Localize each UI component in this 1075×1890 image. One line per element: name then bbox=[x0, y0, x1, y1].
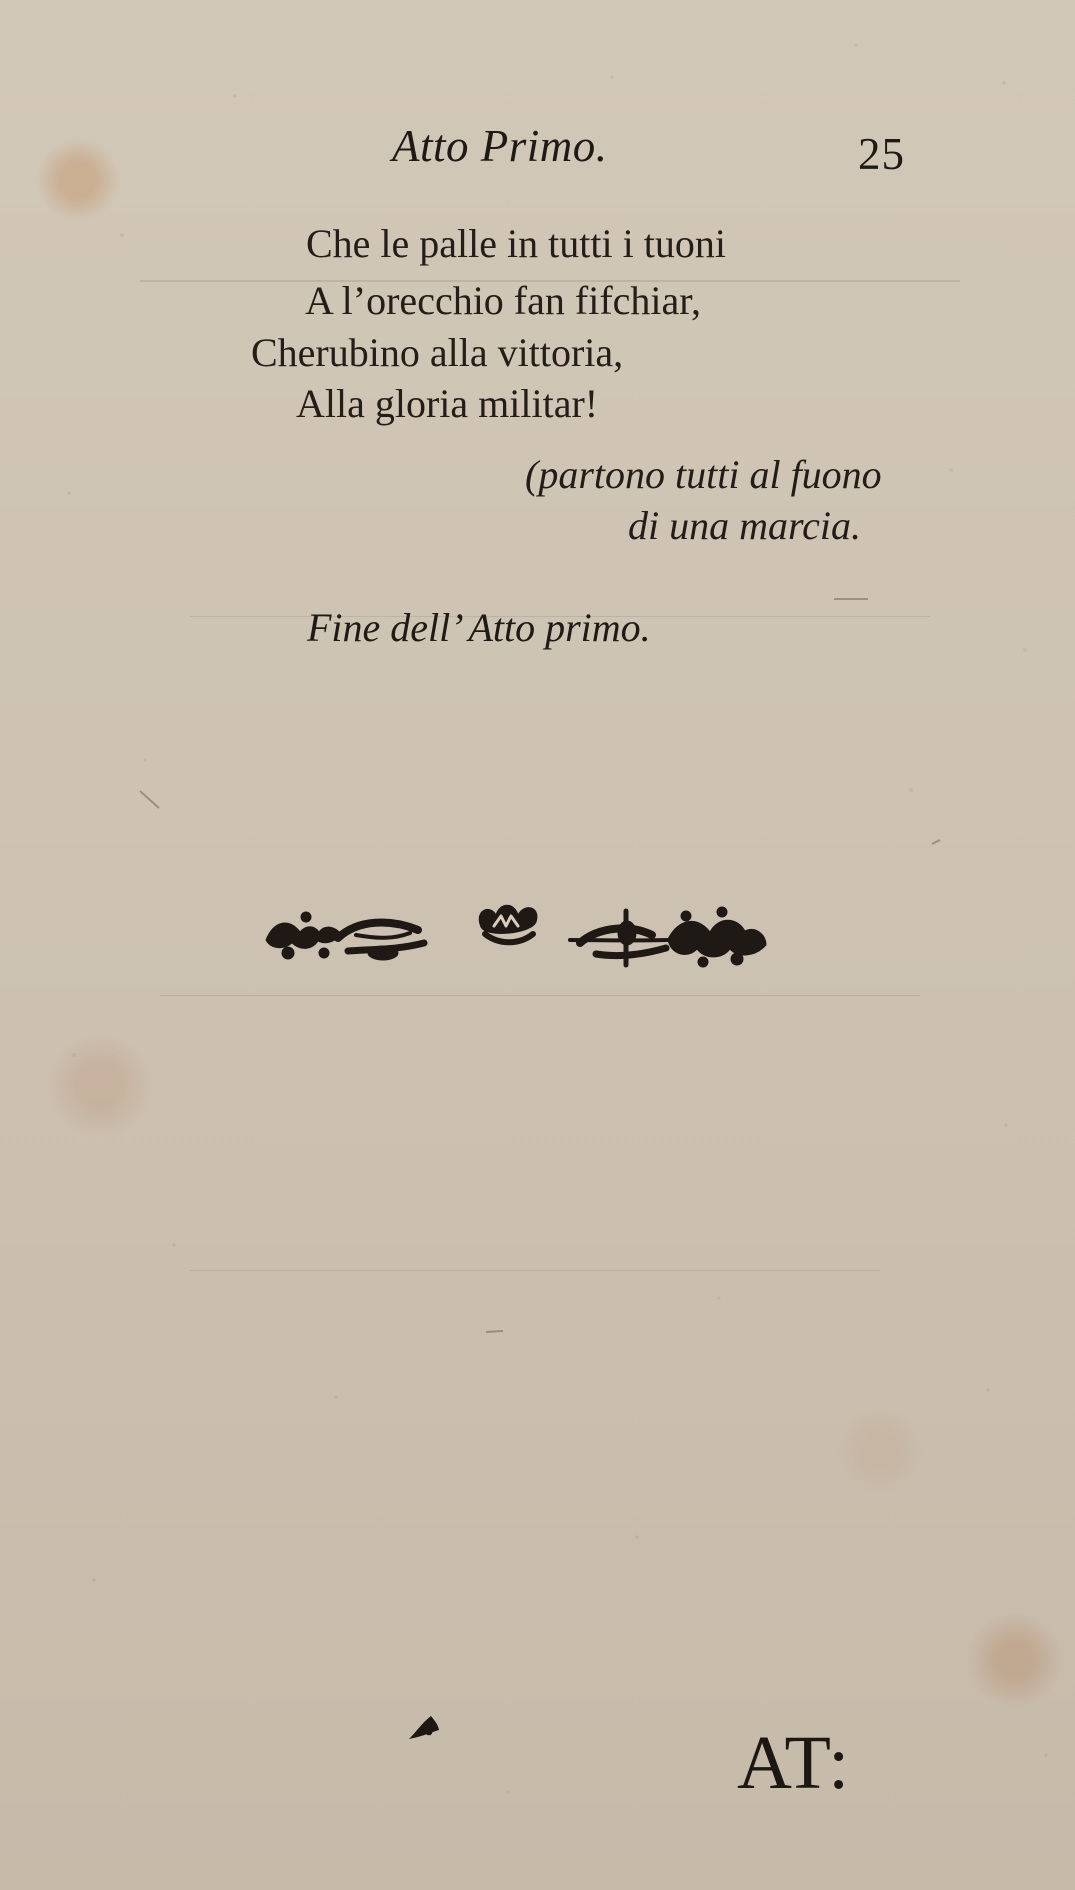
printer-mark-icon bbox=[405, 1708, 445, 1748]
stage-direction-line: (partono tutti al fuono bbox=[525, 452, 882, 497]
page-number: 25 bbox=[858, 129, 905, 179]
catchword: AT: bbox=[737, 1721, 851, 1805]
running-head: Atto Primo. bbox=[392, 121, 608, 171]
printer-ornament-icon bbox=[256, 895, 781, 985]
verse-line: Che le palle in tutti i tuoni bbox=[306, 221, 726, 266]
stage-direction-line: di una marcia. bbox=[628, 503, 861, 548]
verse-line: Alla gloria militar! bbox=[296, 381, 599, 426]
verse-line: A l’orecchio fan fifchiar, bbox=[305, 278, 701, 323]
verse-line: Cherubino alla vittoria, bbox=[251, 330, 624, 375]
end-act-label: Fine dell’ Atto primo. bbox=[307, 605, 651, 650]
